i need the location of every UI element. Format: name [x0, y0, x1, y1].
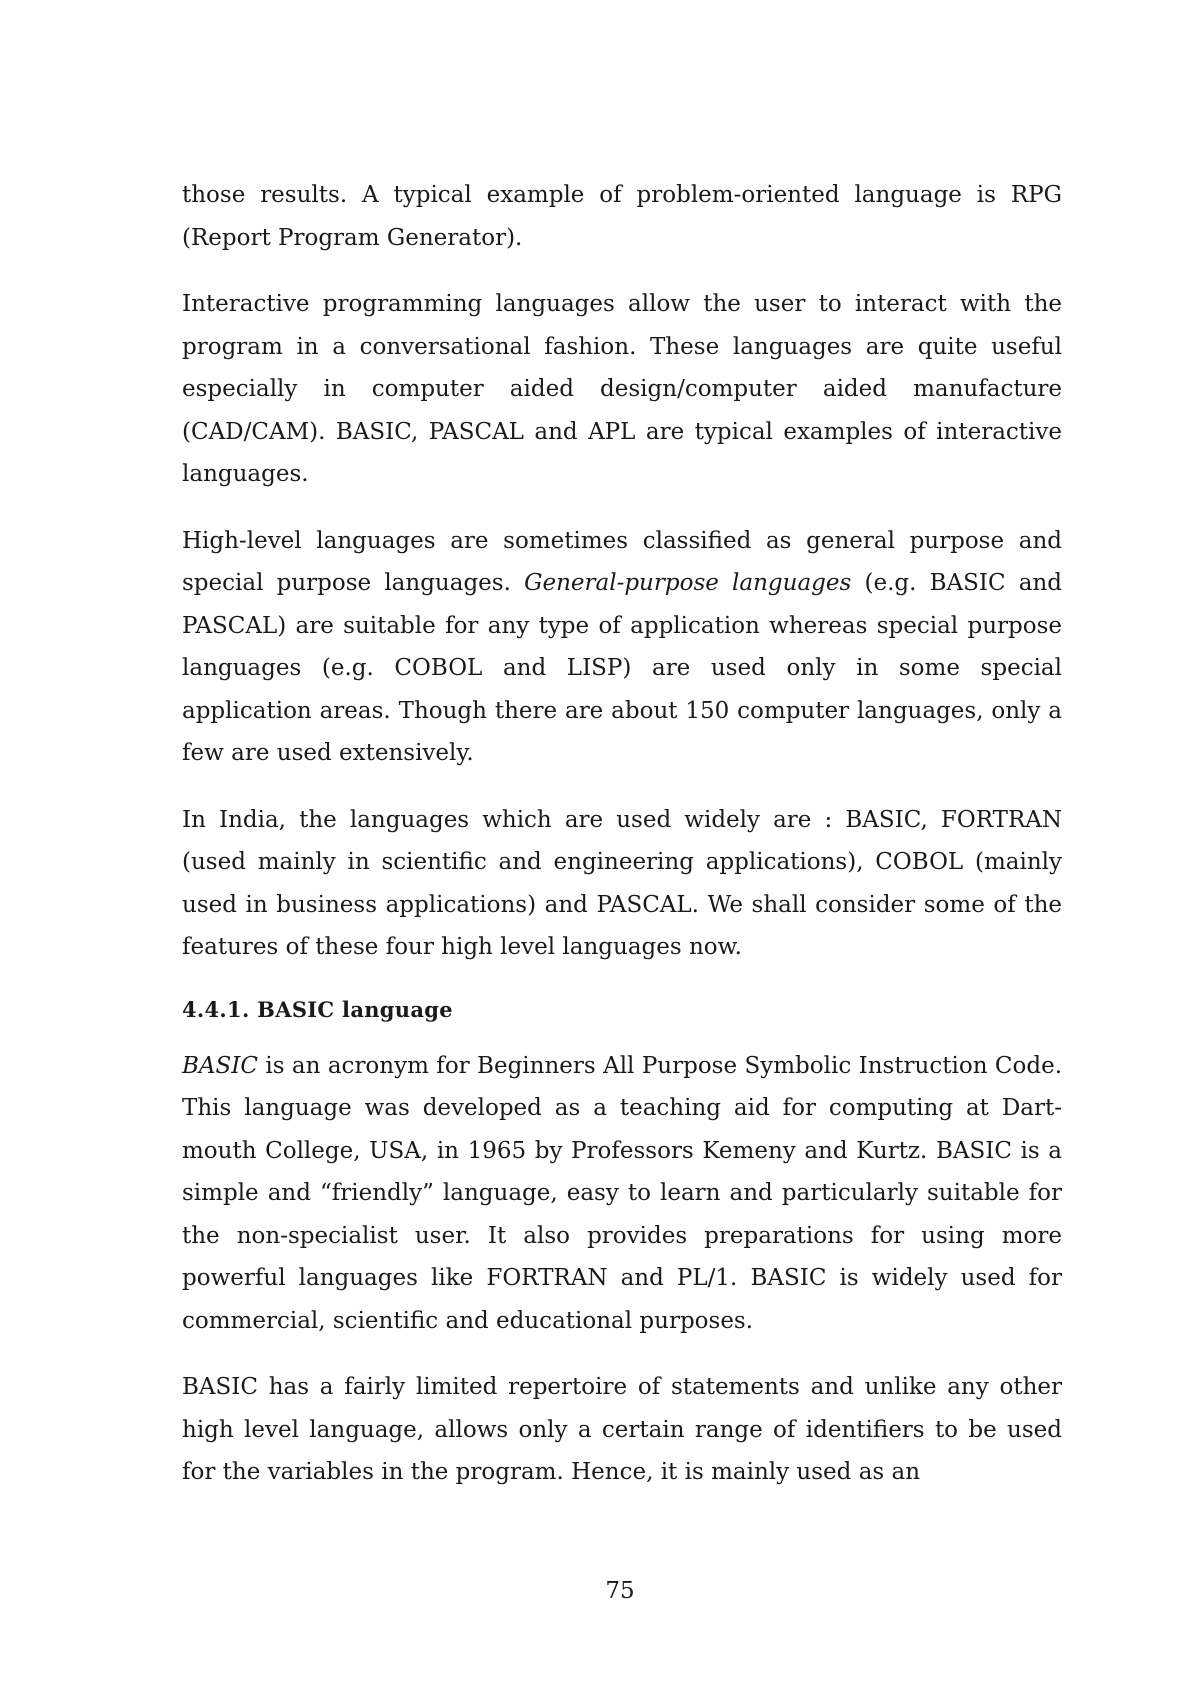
emphasis-basic: BASIC [182, 1052, 258, 1079]
paragraph-text: is an acronym for Beginners All Purpose Symbolic Instruction Code. This language was developed as a teaching aid for computing at Dart-mouth College, USA, in 1965 by Professors Kemeny and Kurtz. BASIC is a simple and “friendly” language, easy to learn and particularly suitable for the non-specialist user. It also provides preparations for using more powerful languages like FORTRAN and PL/1. BASIC is widely used for commercial, scientific and educational purposes. [182, 1052, 1062, 1334]
paragraph-basic-limitations: BASIC has a fairly limited repertoire of statements and unlike any other high level language, allows only a certain range of identifiers to be used for the variables in the program. Hence, it is mainly used as an [182, 1374, 1062, 1485]
paragraph-interactive-languages: Interactive programming languages allow the user to interact with the program in a conversational fashion. These languages are quite useful especially in computer aided design/computer aided manufacture (CAD/CAM). BASIC, PASCAL and APL are typical examples of interactive languages. [182, 291, 1062, 487]
paragraph-languages-in-india: In India, the languages which are used widely are : BASIC, FORTRAN (used mainly in scientific and engineering applications), COBOL (mainly used in business applications) and PASCAL. We shall consider some of the features of these four high level languages now. [182, 806, 1062, 960]
page-number: 75 [605, 1578, 635, 1604]
paragraph-general-special-purpose [182, 520, 1062, 775]
emphasis-general-purpose: General-purpose languages [524, 570, 852, 596]
paragraph-basic-acronym [182, 1045, 1062, 1343]
section-heading: 4.4.1. BASIC language [182, 996, 453, 1022]
paragraph-rpg: those results. A typical example of problem-oriented language is RPG (Report Program Generator). [182, 182, 1062, 251]
paragraph-text: (e.g. BASIC and PASCAL) are suitable for any type of application whereas special purpose languages (e.g. COBOL and LISP) are used only in some special application areas. Though there are about 150 computer languages, only a few are used extensively. [182, 570, 1062, 766]
paragraph-text: High-level languages are sometimes classified as general purpose and special purpose languages. [182, 527, 1062, 596]
page-body [182, 174, 1062, 1518]
